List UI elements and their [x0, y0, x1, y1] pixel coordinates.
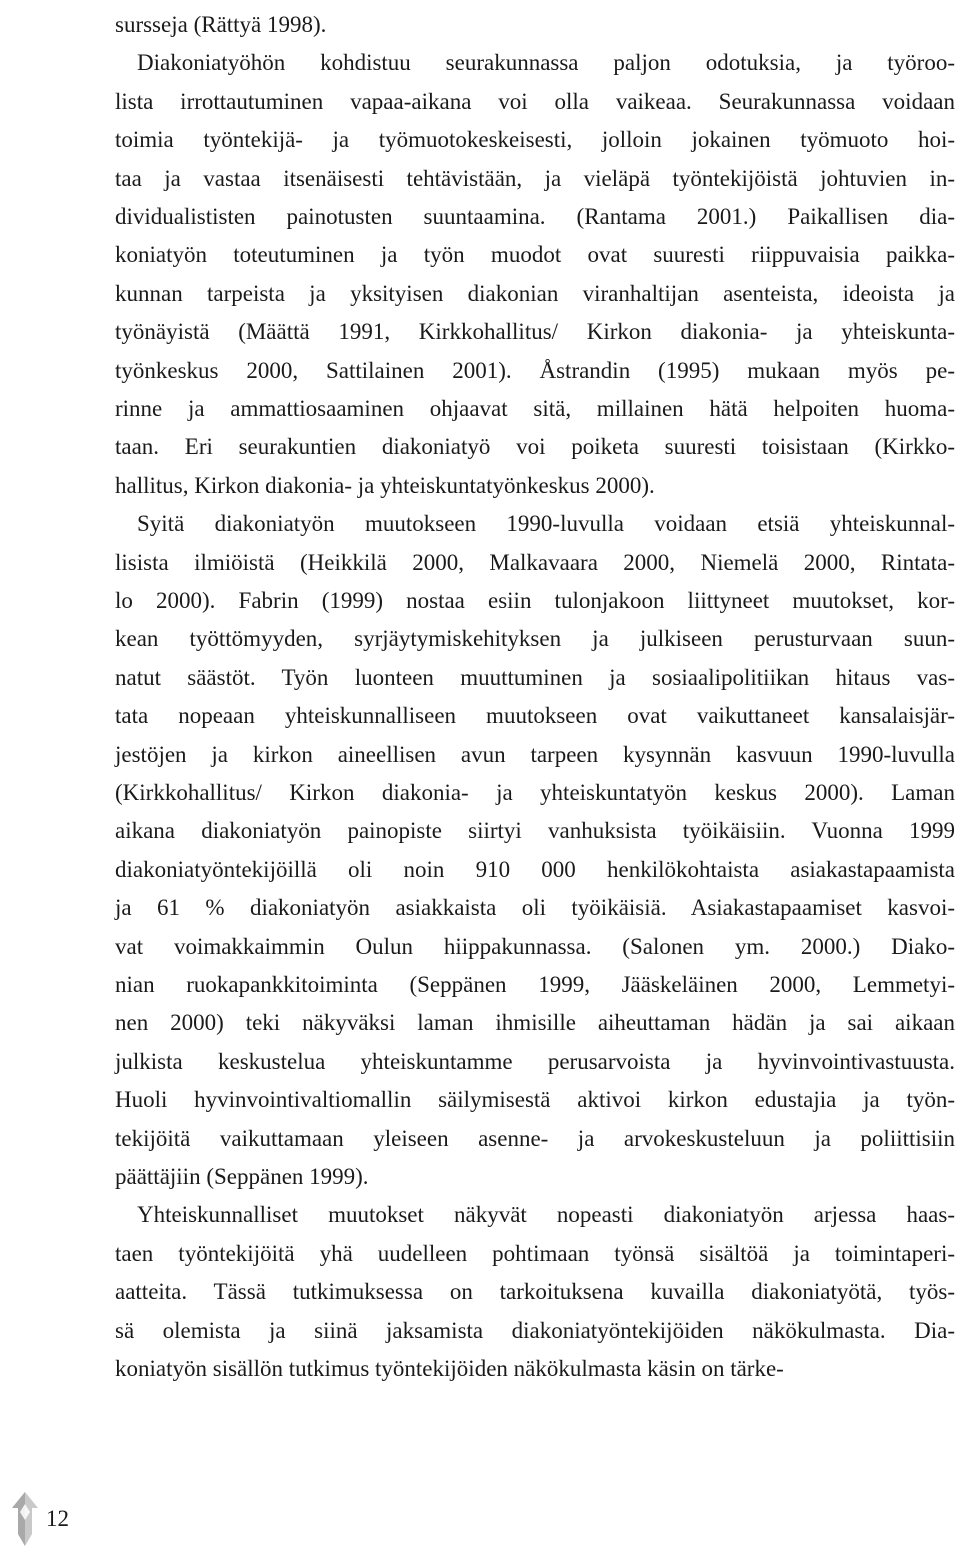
text-line: aikana diakoniatyön painopiste siirtyi vanhuksista työikäisiin. Vuonna 1999 [115, 818, 955, 844]
text-line: hallitus, Kirkon diakonia- ja yhteiskuntatyönkeskus 2000). [115, 472, 655, 498]
page-number: 12 [46, 1506, 69, 1531]
page-footer [0, 1490, 120, 1550]
text-line: koniatyön sisällön tutkimus työntekijöiden näkökulmasta käsin on tärke- [115, 1356, 784, 1381]
text-line: päättäjiin (Seppänen 1999). [115, 1164, 369, 1189]
text-line: taa ja vastaa itsenäisesti tehtävistään, ja vieläpä työntekijöistä johtuvien in- [115, 165, 955, 191]
text-line: työnäyistä (Määttä 1991, Kirkkohallitus/ Kirkon diakonia- ja yhteiskunta- [115, 319, 955, 345]
text-line: jestöjen ja kirkon aineellisen avun tarpeen kysynnän kasvuun 1990-luvulla [115, 741, 955, 767]
text-line: diakoniatyöntekijöillä oli noin 910 000 henkilökohtaista asiakastapaamista [115, 856, 955, 882]
text-line: tekijöitä vaikuttamaan yleiseen asenne- ja arvokeskusteluun ja poliittisiin [115, 1125, 955, 1151]
text-line: ja 61 % diakoniatyön asiakkaista oli työikäisiä. Asiakastapaamiset kasvoi- [115, 895, 955, 921]
text-line: natut säästöt. Työn luonteen muuttuminen ja sosiaalipolitiikan hitaus vas- [115, 664, 955, 690]
text-line: nen 2000) teki näkyväksi laman ihmisille aiheuttaman hädän ja sai aikaan [115, 1010, 955, 1036]
text-line: toimia työntekijä- ja työmuotokeskeisesti, jolloin jokainen työmuoto hoi- [115, 127, 955, 153]
text-line: rinne ja ammattiosaaminen ohjaavat sitä, millainen hätä helpoiten huoma- [115, 396, 955, 421]
text-line: tata nopeaan yhteiskunnalliseen muutokseen ovat vaikuttaneet kansalaisjär- [115, 703, 955, 729]
text-line: lo 2000). Fabrin (1999) nostaa esiin tulonjakoon liittyneet muutokset, kor- [115, 588, 955, 613]
text-line: julkista keskustelua yhteiskuntamme perusarvoista ja hyvinvointivastuusta. [115, 1048, 955, 1074]
text-line: vat voimakkaimmin Oulun hiippakunnassa. (Salonen ym. 2000.) Diako- [115, 933, 955, 959]
text-line: kean työttömyyden, syrjäytymiskehityksen ja julkiseen perusturvaan suun- [115, 626, 955, 652]
text-line: taan. Eri seurakuntien diakoniatyö voi poiketa suuresti toisistaan (Kirkko- [115, 434, 955, 460]
text-line: Syitä diakoniatyön muutokseen 1990-luvulla voidaan etsiä yhteiskunnal- [137, 511, 955, 537]
text-line: koniatyön toteutuminen ja työn muodot ovat suuresti riippuvaisia paikka- [115, 242, 955, 268]
publisher-logo-icon [8, 1490, 42, 1548]
text-line: Diakoniatyöhön kohdistuu seurakunnassa paljon odotuksia, ja työroo- [137, 50, 955, 76]
text-line: sä olemista ja siinä jaksamista diakoniatyöntekijöiden näkökulmasta. Dia- [115, 1317, 955, 1343]
text-line: taen työntekijöitä yhä uudelleen pohtimaan työnsä sisältöä ja toimintaperi- [115, 1240, 955, 1266]
text-line: Yhteiskunnalliset muutokset näkyvät nopeasti diakoniatyön arjessa haas- [137, 1202, 955, 1228]
text-line: lisista ilmiöistä (Heikkilä 2000, Malkavaara 2000, Niemelä 2000, Rintata- [115, 549, 955, 575]
text-line: aatteita. Tässä tutkimuksessa on tarkoituksena kuvailla diakoniatyötä, työs- [115, 1279, 955, 1305]
text-line: nian ruokapankkitoiminta (Seppänen 1999, Jääskeläinen 2000, Lemmetyi- [115, 972, 955, 997]
text-line: (Kirkkohallitus/ Kirkon diakonia- ja yhteiskuntatyön keskus 2000). Laman [115, 780, 955, 805]
text-line: dividualististen painotusten suuntaamina. (Rantama 2001.) Paikallisen dia- [115, 204, 955, 229]
text-line: sursseja (Rättyä 1998). [115, 12, 327, 37]
text-line: lista irrottautuminen vapaa-aikana voi olla vaikeaa. Seurakunnassa voidaan [115, 88, 955, 114]
text-line: Huoli hyvinvointivaltiomallin säilymisestä aktivoi kirkon edustajia ja työn- [115, 1087, 955, 1113]
text-line: työnkeskus 2000, Sattilainen 2001). Åstrandin (1995) mukaan myös pe- [115, 357, 955, 383]
text-line: kunnan tarpeista ja yksityisen diakonian viranhaltijan asenteista, ideoista ja [115, 280, 955, 306]
